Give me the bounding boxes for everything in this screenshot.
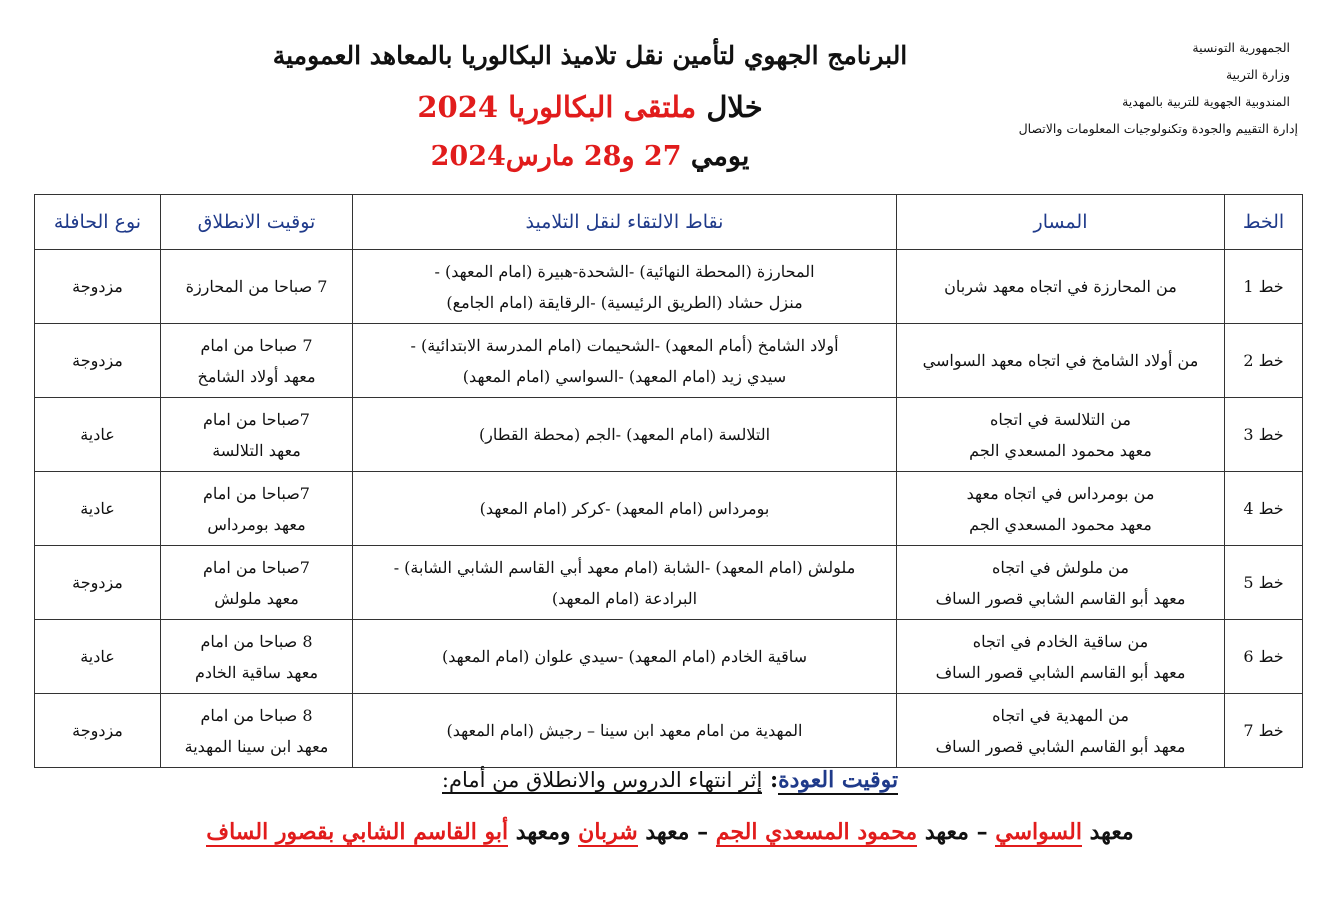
cell-time-line: 7صباحا من امام xyxy=(203,409,310,429)
cell-time xyxy=(161,250,353,324)
return-time-line xyxy=(200,762,1140,798)
cell-route-line: من المحارزة في اتجاه معهد شربان xyxy=(944,277,1177,296)
cell-stops xyxy=(353,694,897,768)
header-bus: نوع الحافلة xyxy=(35,195,161,250)
table-row xyxy=(35,546,1303,620)
cell-line: خط 3 xyxy=(1225,398,1303,472)
cell-stops xyxy=(353,324,897,398)
organization-header xyxy=(990,34,1298,142)
transport-table xyxy=(34,194,1303,768)
cell-time-line: 8 صباحا من امام xyxy=(200,705,313,725)
header-stops: نقاط الالتقاء لنقل التلاميذ xyxy=(353,195,897,250)
subtitle-highlight: ملتقى البكالوريا 2024 xyxy=(417,90,697,124)
cell-stops-line: أولاد الشامخ (أمام المعهد) -الشحيمات (امام المدرسة الابتدائية) - xyxy=(410,335,839,355)
cell-stops xyxy=(353,398,897,472)
school-name: محمود المسعدي الجم xyxy=(715,819,918,845)
cell-stops-line: ملولش (امام المعهد) -الشابة (امام معهد أبي القاسم الشابي الشابة) - xyxy=(393,557,856,577)
return-schools-line xyxy=(150,815,1190,849)
cell-time-line: 7صباحا من امام xyxy=(203,483,310,503)
cell-time xyxy=(161,324,353,398)
cell-line: خط 1 xyxy=(1225,250,1303,324)
dates-line xyxy=(210,134,970,180)
header-time: توقيت الانطلاق xyxy=(161,195,353,250)
cell-stops xyxy=(353,620,897,694)
cell-bus: مزدوجة xyxy=(35,546,161,620)
cell-time-line: معهد ساقية الخادم xyxy=(194,662,319,682)
table-row xyxy=(35,620,1303,694)
document-titles xyxy=(210,36,970,180)
school-name: أبو القاسم الشابي بقصور الساف xyxy=(206,819,509,845)
cell-time xyxy=(161,694,353,768)
cell-time-line: معهد بومرداس xyxy=(207,514,306,534)
cell-stops-line: بومرداس (امام المعهد) -كركر (امام المعهد) xyxy=(479,499,770,518)
cell-bus: مزدوجة xyxy=(35,250,161,324)
table-row xyxy=(35,250,1303,324)
school-name: شربان xyxy=(578,819,638,845)
cell-time-line: 8 صباحا من امام xyxy=(200,631,313,651)
cell-time xyxy=(161,472,353,546)
cell-time-line: معهد ابن سينا المهدية xyxy=(184,736,329,756)
cell-time-line: 7 صباحا من امام xyxy=(200,335,313,355)
cell-route-line: معهد محمود المسعدي الجم xyxy=(969,440,1152,460)
org-line: الجمهورية التونسية xyxy=(1192,40,1290,55)
cell-route-line: من ملولش في اتجاه xyxy=(992,557,1129,577)
cell-bus: عادية xyxy=(35,398,161,472)
dates-highlight: 27 و28 مارس2024 xyxy=(430,141,682,172)
school-separator: – معهد xyxy=(917,819,996,845)
cell-line: خط 7 xyxy=(1225,694,1303,768)
cell-stops-line: التلالسة (امام المعهد) -الجم (محطة القطار) xyxy=(478,425,771,444)
cell-route-line: معهد أبو القاسم الشابي قصور الساف xyxy=(935,588,1186,608)
cell-stops xyxy=(353,250,897,324)
org-line: وزارة التربية xyxy=(1225,67,1290,82)
cell-route xyxy=(897,546,1225,620)
cell-stops-line: سيدي زيد (امام المعهد) -السواسي (امام المعهد) xyxy=(462,366,787,386)
cell-stops xyxy=(353,546,897,620)
cell-time xyxy=(161,398,353,472)
cell-route-line: معهد أبو القاسم الشابي قصور الساف xyxy=(935,662,1186,682)
org-line: إدارة التقييم والجودة وتكنولوجيات المعلومات والاتصال xyxy=(1018,121,1298,136)
cell-route-line: معهد أبو القاسم الشابي قصور الساف xyxy=(935,736,1186,756)
cell-time-line: معهد التلالسة xyxy=(212,440,301,460)
cell-route-line: من بومرداس في اتجاه معهد xyxy=(966,483,1155,503)
cell-route xyxy=(897,324,1225,398)
table-row xyxy=(35,398,1303,472)
cell-line: خط 6 xyxy=(1225,620,1303,694)
cell-time xyxy=(161,546,353,620)
cell-stops-line: البرادعة (امام المعهد) xyxy=(551,588,698,608)
cell-route xyxy=(897,398,1225,472)
header-route: المسار xyxy=(897,195,1225,250)
header-line: الخط xyxy=(1225,195,1303,250)
cell-bus: عادية xyxy=(35,620,161,694)
cell-route xyxy=(897,472,1225,546)
cell-line: خط 5 xyxy=(1225,546,1303,620)
cell-stops-line: المحارزة (المحطة النهائية) -الشحدة-هبيرة (امام المعهد) - xyxy=(434,261,815,281)
return-text: إثر انتهاء الدروس والانطلاق من أمام: xyxy=(441,768,763,792)
school-name: السواسي xyxy=(995,819,1082,845)
cell-line: خط 2 xyxy=(1225,324,1303,398)
table-row xyxy=(35,324,1303,398)
return-colon: : xyxy=(762,767,779,793)
cell-route-line: من ساقية الخادم في اتجاه xyxy=(972,631,1149,651)
cell-time-line: معهد أولاد الشامخ xyxy=(197,366,316,386)
cell-bus: مزدوجة xyxy=(35,694,161,768)
subtitle xyxy=(210,82,970,132)
cell-bus: مزدوجة xyxy=(35,324,161,398)
table-body xyxy=(35,250,1303,768)
cell-stops-line: ساقية الخادم (امام المعهد) -سيدي علوان (امام المعهد) xyxy=(441,647,808,666)
cell-time-line: 7 صباحا من المحارزة xyxy=(185,277,328,296)
cell-line: خط 4 xyxy=(1225,472,1303,546)
table-row xyxy=(35,694,1303,768)
cell-stops xyxy=(353,472,897,546)
cell-route xyxy=(897,250,1225,324)
table-row xyxy=(35,472,1303,546)
cell-time-line: معهد ملولش xyxy=(214,588,299,608)
cell-route-line: من أولاد الشامخ في اتجاه معهد السواسي xyxy=(922,351,1199,370)
org-line: المندوبية الجهوية للتربية بالمهدية xyxy=(1122,94,1290,109)
cell-route-line: من التلالسة في اتجاه xyxy=(990,409,1131,429)
subtitle-prefix: خلال xyxy=(706,90,763,124)
dates-prefix: يومي xyxy=(690,141,750,172)
cell-stops-line: منزل حشاد (الطريق الرئيسية) -الرقايقة (امام الجامع) xyxy=(446,292,803,312)
cell-time-line: 7صباحا من امام xyxy=(203,557,310,577)
cell-route xyxy=(897,694,1225,768)
school-separator: – معهد xyxy=(637,819,716,845)
school-separator: معهد xyxy=(1081,819,1134,845)
return-label: توقيت العودة xyxy=(778,767,899,793)
cell-route-line: معهد محمود المسعدي الجم xyxy=(969,514,1152,534)
cell-route xyxy=(897,620,1225,694)
school-separator: ومعهد xyxy=(508,819,579,845)
cell-bus: عادية xyxy=(35,472,161,546)
table-header-row xyxy=(35,195,1303,250)
cell-stops-line: المهدية من امام معهد ابن سينا – رجيش (امام المعهد) xyxy=(446,721,803,740)
cell-time xyxy=(161,620,353,694)
cell-route-line: من المهدية في اتجاه xyxy=(992,705,1129,725)
main-title: البرنامج الجهوي لتأمين نقل تلاميذ البكالوريا بالمعاهد العمومية xyxy=(272,41,908,70)
